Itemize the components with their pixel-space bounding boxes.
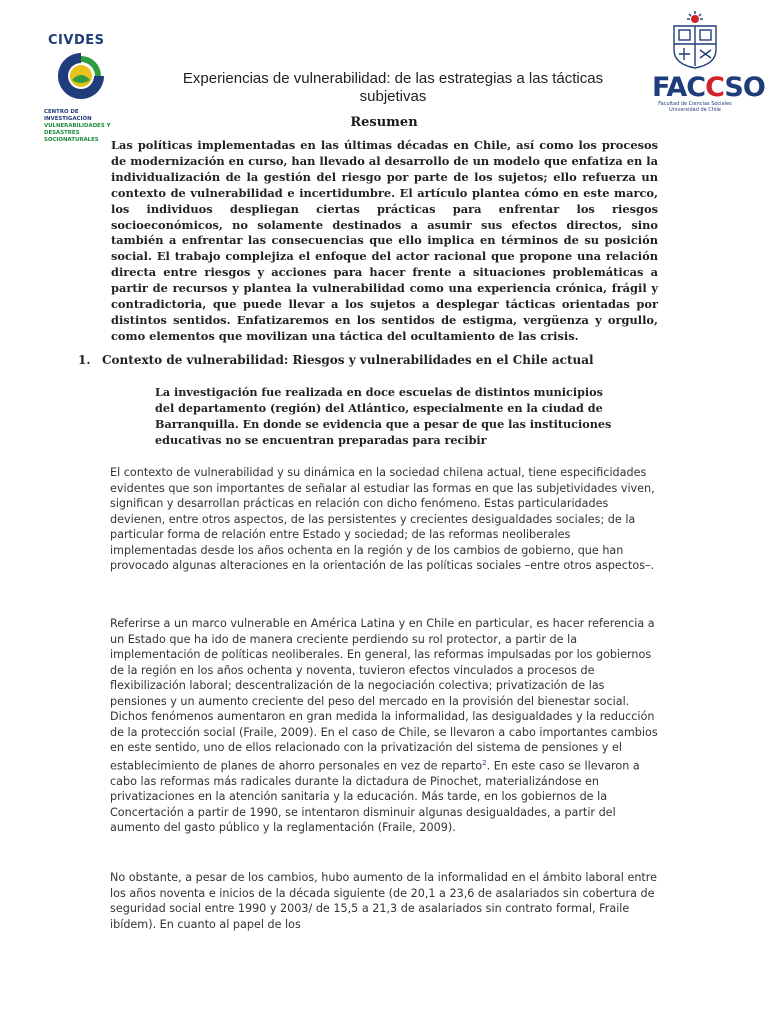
facso-wordmark-so: SO	[724, 72, 765, 103]
section-number: 1.	[78, 353, 91, 367]
civdes-emblem-icon	[50, 50, 112, 102]
paper-title: Experiencias de vulnerabilidad: de las estrategias a las tácticas subjetivas	[182, 70, 604, 105]
facso-wordmark-fac: FAC	[652, 72, 706, 103]
body-paragraph-3: No obstante, a pesar de los cambios, hubo aumento de la informalidad en el ámbito laboral entre los años noventa e inicios de la década siguiente (de 20,1 a 23,6 de asalariados sin cobertura de seguridad social entre 1990 y 2003/ de 15,5 a 21,3 de asalariados sin contrato formal, Fraile ibídem). En cuanto al papel de los	[110, 871, 658, 931]
abstract-heading: Resumen	[350, 115, 418, 130]
section-heading	[78, 353, 698, 367]
footnote-link[interactable]: 2	[482, 758, 487, 767]
civdes-caption-line1: CENTRO DE INVESTIGACIÓN	[44, 109, 92, 122]
abstract-text: Las políticas implementadas en las últimas décadas en Chile, así como los procesos de modernización en curso, han llevado al desarrollo de un modelo que enfatiza en la individualización de la gestión del riesgo por parte de los sujetos; ello refuerza un contexto de vulnerabilidad e incertidumbre. El artículo plantea cómo en este marco, los individuos despliegan ciertas prácticas para enfrentar los riesgos socioeconómicos, no solamente destinados a asumir sus efectos directos, sino también a enfrentar las consecuencias que ello implica en términos de su posición social. El trabajo complejiza el enfoque del actor racional que propone una relación directa entre riesgos y acciones para hacer frente a situaciones problemáticas a partir de recursos y plantea la vulnerabilidad como una experiencia crónica, frágil y contradictoria, que puede llevar a los sujetos a desplegar tácticas orientadas por distintos sentidos. Enfatizaremos en los sentidos de estigma, vergüenza y orgullo, como elementos que movilizan una táctica del ocultamiento de las crisis.	[111, 138, 658, 343]
quoted-block: La investigación fue realizada en doce escuelas de distintos municipios del departamento (región) del Atlántico, especialmente en la ciudad de Barranquilla. En donde se evidencia que a pesar de que las instituciones educativas no se encuentran preparadas para recibir	[155, 385, 612, 447]
body-paragraph-2-part-b: . En este caso se llevaron a cabo las reformas más radicales durante la dictadura de Pinochet, materializándose en privatizaciones en la atención sanitaria y la educación. Más tarde, en los gobiernos de la Concertación a partir de 1990, se intentaron disminuir algunas desigualdades, a partir del aumento del gasto público y la reglamentación (Fraile, 2009).	[110, 759, 640, 835]
facso-wordmark	[652, 72, 765, 103]
facso-logo	[652, 10, 765, 113]
university-crest-icon	[664, 10, 726, 70]
body-paragraph-1: El contexto de vulnerabilidad y su dinámica en la sociedad chilena actual, tiene especificidades evidentes que son importantes de señalar al estudiar las formas en que las subjetividades viven, significan y desarrollan prácticas en relación con dicho fenómeno. Estas particularidades devienen, entre otros aspectos, de las persistentes y crecientes desigualdades sociales; de la particular forma de relación entre Estado y sociedad; de las reformas neoliberales implementadas desde los años ochenta en la región y de los cambios de gobierno, que han provocado algunas alteraciones en la orientación de las políticas sociales –entre otros aspectos–.	[110, 466, 655, 572]
civdes-wordmark: CIVDES	[48, 33, 105, 48]
civdes-caption-line2: VULNERABILIDADES Y DESASTRES SOCIONATURALES	[44, 123, 111, 143]
facso-wordmark-c-icon: C	[705, 72, 725, 103]
body-paragraph-2	[110, 616, 658, 836]
facso-caption: Facultad de Ciencias Sociales Universidad de Chile	[658, 101, 732, 113]
section-title: Contexto de vulnerabilidad: Riesgos y vulnerabilidades en el Chile actual	[102, 353, 594, 367]
body-paragraph-2-part-a: Referirse a un marco vulnerable en América Latina y en Chile en particular, es hacer referencia a un Estado que ha ido de manera creciente perdiendo su rol protector, a partir de la implementación de políticas neoliberales. En general, las reformas impulsadas por los gobiernos de la región en los años ochenta y noventa, tuvieron efectos vinculados a procesos de flexibilización laboral; descentralización de la negociación colectiva; privatización de las pensiones y un aumento creciente del peso del mercado en la provisión del bienestar social. Dichos fenómenos aumentaron en gran medida la informalidad, las desigualdades y la reducción de la protección social (Fraile, 2009). En el caso de Chile, se llevaron a cabo importantes cambios en este sentido, uno de ellos relacionado con la privatización del sistema de pensiones y el establecimiento de planes de ahorro personales en vez de reparto	[110, 617, 658, 773]
